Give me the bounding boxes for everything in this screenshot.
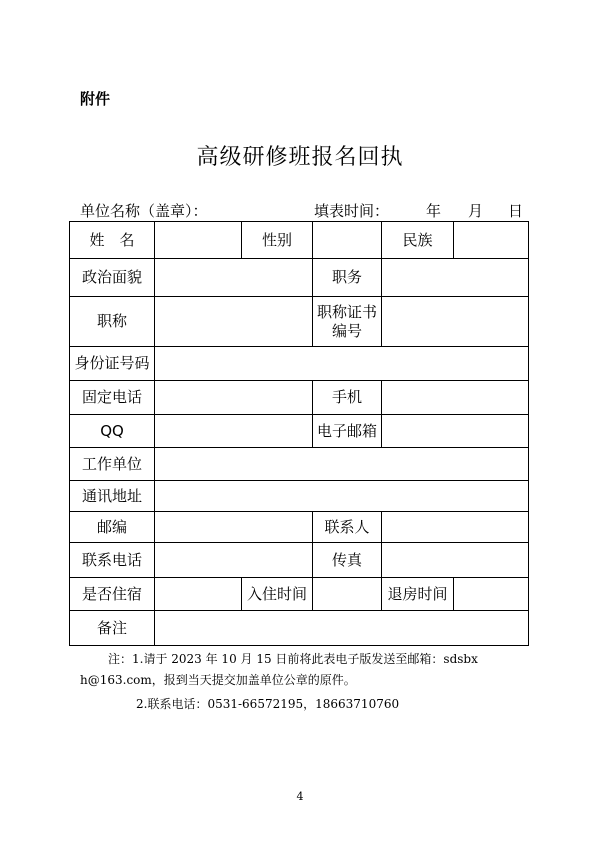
- ethnicity-field[interactable]: [454, 222, 529, 259]
- landline-field[interactable]: [155, 381, 313, 415]
- note-line-1: 注：1.请于 2023 年 10 月 15 日前将此表电子版发送至邮箱：sdsbx: [108, 652, 478, 666]
- work-unit-field[interactable]: [155, 448, 529, 481]
- name-label: 姓 名: [70, 222, 155, 259]
- note-line-2: h@163.com，报到当天提交加盖单位公章的原件。: [80, 673, 356, 687]
- table-row: [70, 297, 529, 347]
- mobile-field[interactable]: [382, 381, 529, 415]
- attachment-label: 附件: [80, 90, 111, 108]
- checkin-time-label: 入住时间: [242, 578, 313, 611]
- table-row: [70, 347, 529, 381]
- contact-person-field[interactable]: [382, 512, 529, 543]
- ethnicity-label: 民族: [382, 222, 454, 259]
- name-field[interactable]: [155, 222, 242, 259]
- year-label: 年: [426, 202, 442, 220]
- registration-form-table: [69, 221, 529, 646]
- note-line-3: 2.联系电话：0531-66572195，18663710760: [136, 697, 400, 711]
- accommodation-field[interactable]: [155, 578, 242, 611]
- accommodation-label: 是否住宿: [70, 578, 155, 611]
- table-row: [70, 512, 529, 543]
- address-label: 通讯地址: [70, 481, 155, 512]
- page-title: 高级研修班报名回执: [196, 145, 404, 170]
- table-row: [70, 448, 529, 481]
- work-unit-label: 工作单位: [70, 448, 155, 481]
- email-label: 电子邮箱: [313, 415, 382, 448]
- page-number: 4: [296, 790, 304, 803]
- remarks-label: 备注: [70, 611, 155, 646]
- email-field[interactable]: [382, 415, 529, 448]
- postcode-label: 邮编: [70, 512, 155, 543]
- title-rank-label: 职称: [70, 297, 155, 347]
- checkin-time-field[interactable]: [313, 578, 382, 611]
- gender-field[interactable]: [313, 222, 382, 259]
- title-cert-label: [313, 297, 382, 347]
- title-cert-label-line2: 编号: [331, 321, 362, 340]
- fill-time-label: 填表时间：: [314, 202, 390, 220]
- political-status-field[interactable]: [155, 259, 313, 297]
- contact-phone-label: 联系电话: [70, 543, 155, 578]
- month-label: 月: [468, 202, 484, 220]
- contact-phone-field[interactable]: [155, 543, 313, 578]
- checkout-time-field[interactable]: [454, 578, 529, 611]
- id-number-field[interactable]: [155, 347, 529, 381]
- qq-label: QQ: [70, 415, 155, 448]
- fax-label: 传真: [313, 543, 382, 578]
- position-field[interactable]: [382, 259, 529, 297]
- political-status-label: 政治面貌: [70, 259, 155, 297]
- id-number-label: 身份证号码: [70, 347, 155, 381]
- table-row: [70, 578, 529, 611]
- table-row: [70, 481, 529, 512]
- unit-name-label: 单位名称（盖章）：: [80, 202, 208, 220]
- table-row: [70, 381, 529, 415]
- postcode-field[interactable]: [155, 512, 313, 543]
- landline-label: 固定电话: [70, 381, 155, 415]
- form-header-row: [80, 200, 524, 220]
- remarks-field[interactable]: [155, 611, 529, 646]
- table-row: [70, 611, 529, 646]
- contact-person-label: 联系人: [313, 512, 382, 543]
- gender-label: 性别: [242, 222, 313, 259]
- position-label: 职务: [313, 259, 382, 297]
- title-cert-field[interactable]: [382, 297, 529, 347]
- title-rank-field[interactable]: [155, 297, 313, 347]
- address-field[interactable]: [155, 481, 529, 512]
- checkout-time-label: 退房时间: [382, 578, 454, 611]
- table-row: [70, 259, 529, 297]
- mobile-label: 手机: [313, 381, 382, 415]
- table-row: [70, 415, 529, 448]
- qq-field[interactable]: [155, 415, 313, 448]
- title-cert-label-line1: 职称证书: [316, 302, 377, 321]
- day-label: 日: [508, 202, 524, 220]
- table-row: [70, 543, 529, 578]
- fax-field[interactable]: [382, 543, 529, 578]
- table-row: [70, 222, 529, 259]
